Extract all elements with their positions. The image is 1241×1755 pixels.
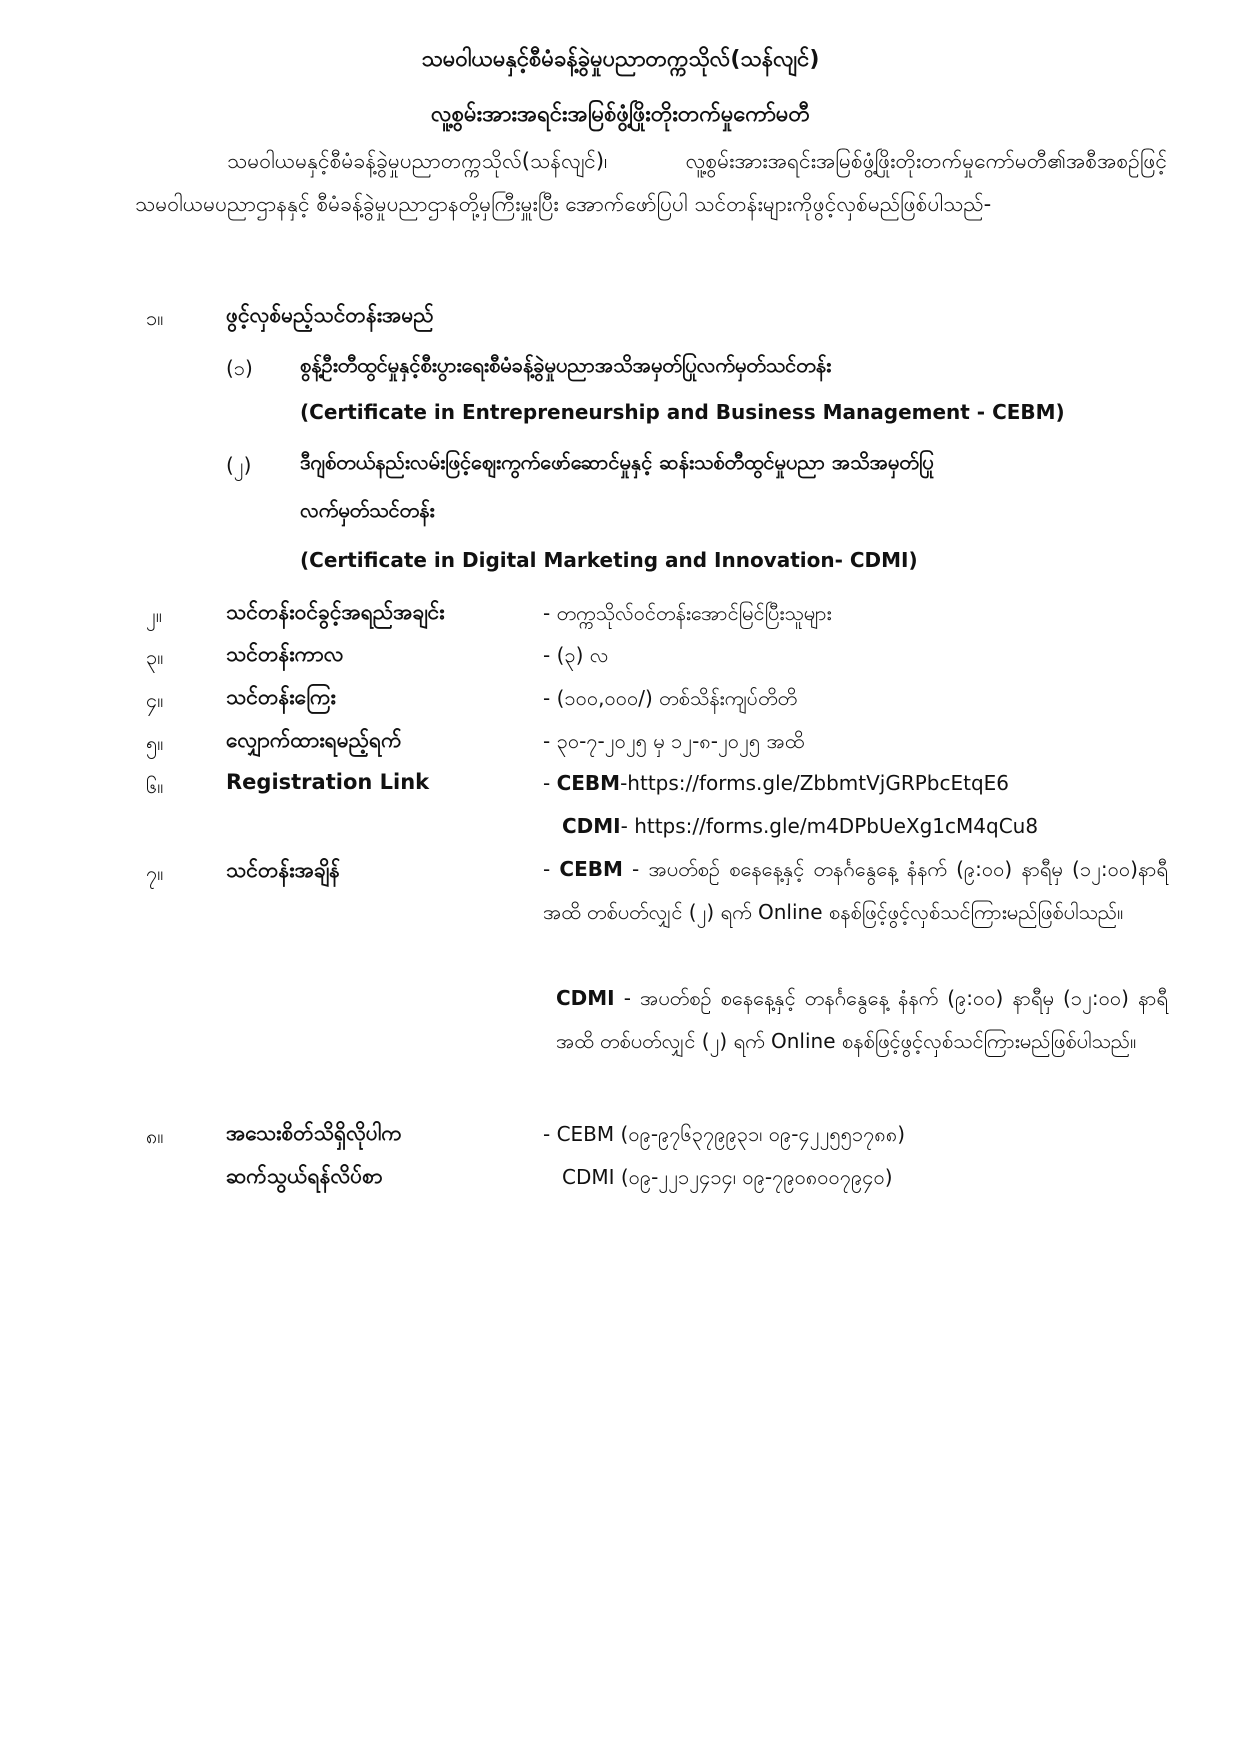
- item-1-number: ၁။: [146, 306, 164, 330]
- item-3-label: သင်တန်းကာလ: [226, 642, 344, 666]
- schedule-cebm-prefix: -: [543, 857, 560, 881]
- item-3-number: ၃။: [146, 645, 164, 669]
- course-1-number: (၁): [226, 356, 253, 380]
- course-1-name: စွန့်ဦးတီထွင်မှုနှင့်စီးပွားရေးစီမံခန့်ခွဲမှုပညာအသိအမှတ်ပြုလက်မှတ်သင်တန်း: [300, 353, 832, 377]
- schedule-cdmi-text: - အပတ်စဉ် စနေနေ့နှင့် တနင်္ဂနွေနေ့ နံနက် (၉:၀၀) နာရီမှ (၁၂:၀၀) နာရီအထိ တစ်ပတ်လျှင် (၂) ရက် Online စနစ်ဖြင့်ဖွင့်လှစ်သင်ကြားမည်ဖြစ်ပါသည်။: [556, 986, 1169, 1053]
- contact-cebm: - CEBM (၀၉-၉၇၆၃၇၉၉၃၁၊ ၀၉-၄၂၂၅၅၁၇၈၈): [543, 1122, 906, 1146]
- registration-link-cdmi[interactable]: [562, 814, 1038, 838]
- item-2-number: ၂။: [146, 603, 162, 627]
- contact-cdmi: CDMI (၀၉-၂၂၁၂၄၁၄၊ ၀၉-၇၉၀၈၀၀၇၉၄၀): [562, 1165, 893, 1189]
- schedule-cebm: [543, 848, 1168, 934]
- cebm-prefix: -: [543, 771, 557, 795]
- document-title-line2: လူ့စွမ်းအားအရင်းအမြစ်ဖွံ့ဖြိုးတိုးတက်မှုကော်မတီ: [431, 102, 810, 127]
- item-7-number: ၇။: [146, 861, 164, 885]
- item-5-number: ၅။: [146, 731, 164, 755]
- item-6-label: Registration Link: [226, 770, 430, 794]
- course-1-english-name: (Certificate in Entrepreneurship and Business Management - CEBM): [300, 400, 1065, 424]
- schedule-cdmi: [556, 977, 1168, 1063]
- item-8-number: ၈။: [146, 1124, 164, 1148]
- cdmi-code: CDMI: [562, 814, 621, 838]
- course-2-name-line2: လက်မှတ်သင်တန်း: [300, 498, 435, 522]
- registration-link-cebm[interactable]: [543, 771, 1009, 795]
- item-7-label: သင်တန်းအချိန်: [226, 858, 340, 882]
- item-5-label: လျှောက်ထားရမည့်ရက်: [226, 728, 402, 752]
- item-1-label: ဖွင့်လှစ်မည့်သင်တန်းအမည်: [226, 303, 434, 327]
- document-title-line1: သမဝါယမနှင့်စီမံခန့်ခွဲမှုပညာတက္ကသိုလ်(သန်လျင်): [421, 47, 820, 72]
- item-6-number: ၆။: [146, 774, 164, 798]
- cdmi-url[interactable]: - https://forms.gle/m4DPbUeXg1cM4qCu8: [620, 814, 1039, 838]
- course-2-number: (၂): [226, 453, 252, 477]
- item-4-value: - (၁၀၀,၀၀၀/) တစ်သိန်းကျပ်တိတိ: [543, 686, 798, 710]
- schedule-cebm-text: - အပတ်စဉ် စနေနေ့နှင့် တနင်္ဂနွေနေ့ နံနက် (၉:၀၀) နာရီမှ (၁၂:၀၀)နာရီအထိ တစ်ပတ်လျှင် (၂) ရက် Online စနစ်ဖြင့်ဖွင့်လှစ်သင်ကြားမည်ဖြစ်ပါသည်။: [543, 857, 1168, 924]
- course-2-name-line1: ဒီဂျစ်တယ်နည်းလမ်းဖြင့်ဈေးကွက်ဖော်ဆောင်မှုနှင့် ဆန်းသစ်တီထွင်မှုပညာ အသိအမှတ်ပြု: [300, 450, 934, 474]
- item-4-label: သင်တန်းကြေး: [226, 685, 336, 709]
- item-8-label-line1: အသေးစိတ်သိရှိလိုပါက: [226, 1121, 402, 1145]
- intro-paragraph: သမဝါယမနှင့်စီမံခန့်ခွဲမှုပညာတက္ကသိုလ်(သန်လျင်)၊ လူ့စွမ်းအားအရင်းအမြစ်ဖွံ့ဖြိုးတိုးတက်မှုကော်မတီ၏အစီအစဉ်ဖြင့် သမဝါယမပညာဌာနနှင့် စီမံခန့်ခွဲမှုပညာဌာနတို့မှကြီးမှူးပြီး အောက်ဖော်ပြပါ သင်တန်းများကိုဖွင့်လှစ်မည်ဖြစ်ပါသည်-: [135, 149, 1167, 216]
- item-2-label: သင်တန်းဝင်ခွင့်အရည်အချင်း: [226, 600, 445, 624]
- course-2-english-name: (Certificate in Digital Marketing and Innovation- CDMI): [300, 548, 918, 572]
- item-3-value: - (၃) လ: [543, 643, 609, 667]
- item-8-label-line2: ဆက်သွယ်ရန်လိပ်စာ: [226, 1164, 383, 1188]
- item-5-value: - ၃၀-၇-၂၀၂၅ မှ ၁၂-၈-၂၀၂၅ အထိ: [543, 729, 805, 753]
- schedule-cebm-code: CEBM: [559, 857, 623, 881]
- schedule-cdmi-code: CDMI: [556, 986, 615, 1010]
- cebm-url[interactable]: -https://forms.gle/ZbbmtVjGRPbcEtqE6: [620, 771, 1010, 795]
- item-4-number: ၄။: [146, 688, 164, 712]
- cebm-code: CEBM: [556, 771, 621, 795]
- item-2-value: - တက္ကသိုလ်ဝင်တန်းအောင်မြင်ပြီးသူများ: [543, 601, 832, 625]
